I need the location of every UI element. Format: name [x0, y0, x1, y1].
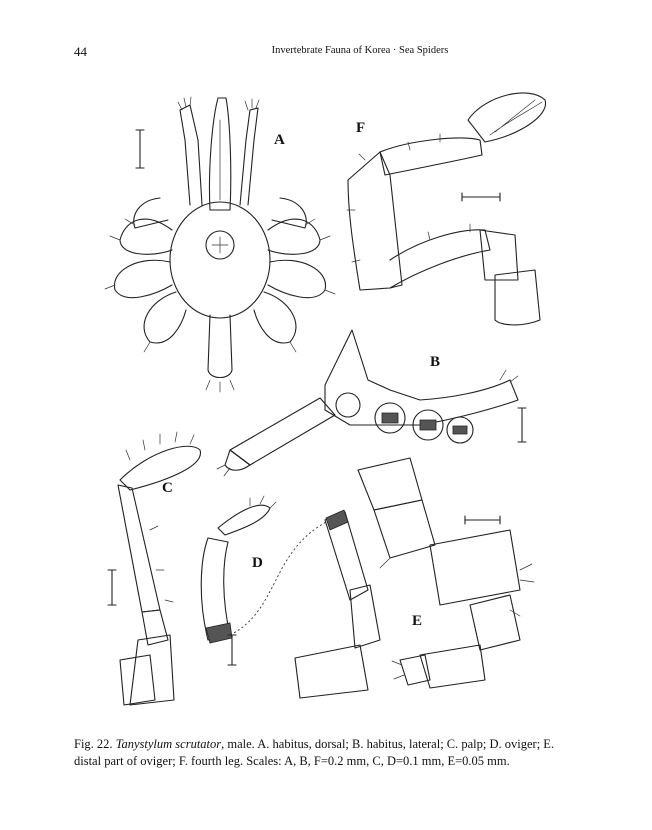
panel-label-f: F: [356, 120, 366, 136]
caption-prefix: Fig. 22.: [74, 737, 113, 751]
panel-label-b: B: [430, 354, 441, 370]
panel-d-drawing: [201, 496, 380, 698]
panel-c-drawing: [108, 432, 200, 705]
figure-plate: [90, 80, 570, 720]
panel-label-c: C: [162, 480, 173, 496]
panel-label-a: A: [274, 132, 285, 148]
panel-f-drawing: [347, 93, 546, 325]
running-header: Invertebrate Fauna of Korea · Sea Spiders: [271, 45, 449, 56]
panel-a-drawing: [105, 97, 335, 392]
caption-species: Tanystylum scrutator: [115, 737, 222, 751]
panel-label-e: E: [412, 613, 423, 629]
caption-body: , male. A. habitus, dorsal; B. habitus, lateral; C. palp; D. oviger; E. distal part of oviger; F. fourth leg. Scales: A, B, F=0.2 mm, C, D=0.1 mm, E=0.05 mm.: [74, 737, 555, 768]
panel-b-drawing: [217, 330, 526, 476]
figure-caption: [74, 736, 584, 770]
panel-label-d: D: [252, 555, 263, 571]
page-number: 44: [74, 44, 87, 59]
panel-e-drawing: [358, 458, 534, 688]
